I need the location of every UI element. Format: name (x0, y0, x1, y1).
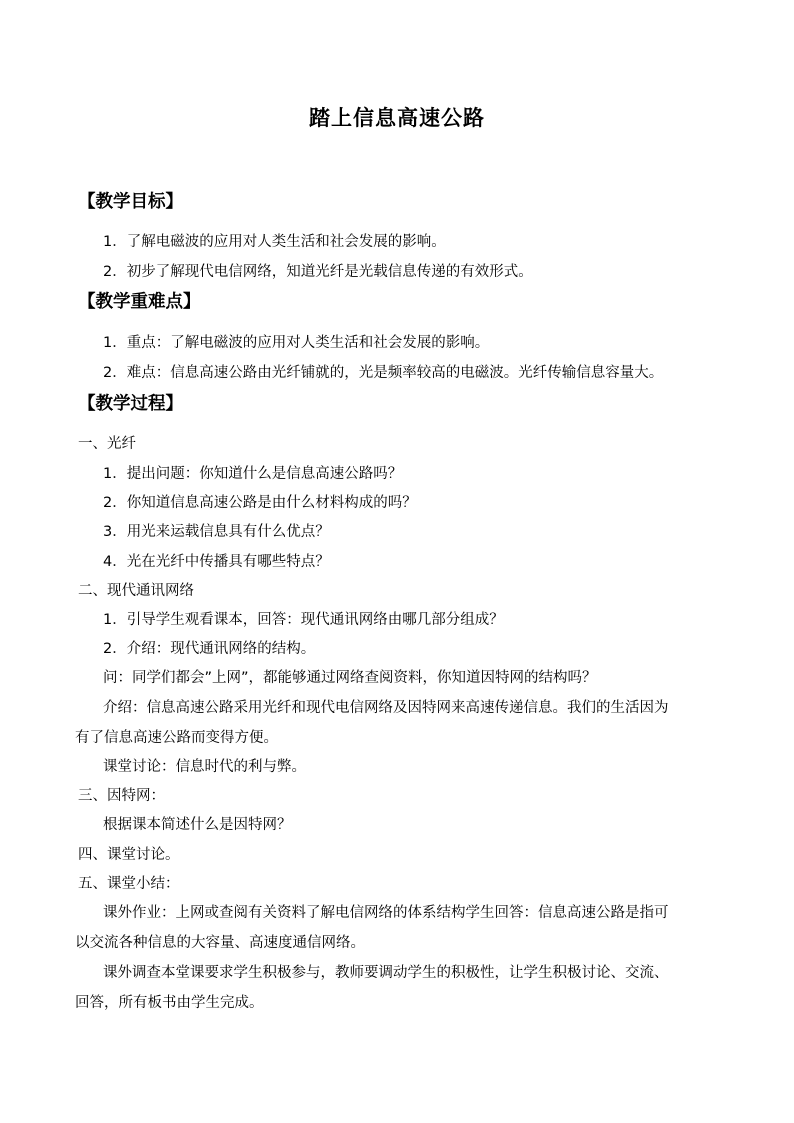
part2-intro-line-2: 有了信息高速公路而变得方便。 (75, 730, 278, 746)
page-title: 踏上信息高速公路 (309, 106, 485, 130)
part3-title: 三、因特网： (78, 788, 165, 804)
part5-homework-line-1: 课外作业：上网或查阅有关资料了解电信网络的体系结构学生回答：信息高速公路是指可 (103, 905, 669, 921)
part5-homework-line-2: 以交流各种信息的大容量、高速度通信网络。 (75, 935, 365, 951)
part5-title: 五、课堂小结： (78, 876, 180, 892)
part2-discussion: 课堂讨论：信息时代的利与弊。 (103, 759, 306, 775)
heading-teaching-goals: 【教学目标】 (78, 192, 183, 212)
heading-key-points: 【教学重难点】 (78, 292, 201, 312)
heading-teaching-process: 【教学过程】 (78, 394, 183, 414)
part5-survey-line-2: 回答，所有板书由学生完成。 (75, 995, 264, 1011)
part1-item-1: 1．提出问题：你知道什么是信息高速公路吗？ (103, 466, 403, 482)
part1-item-3: 3．用光来运载信息具有什么优点？ (103, 524, 330, 540)
part2-item-1: 1．引导学生观看课本，回答：现代通讯网络由哪几部分组成？ (103, 612, 504, 628)
part2-title: 二、现代通讯网络 (78, 583, 194, 599)
key-point-item-1: 1．重点：了解电磁波的应用对人类生活和社会发展的影响。 (103, 335, 490, 351)
part1-item-2: 2．你知道信息高速公路是由什么材料构成的吗？ (103, 495, 417, 511)
part5-survey-line-1: 课外调查本堂课要求学生积极参与，教师要调动学生的积极性，让学生积极讨论、交流、 (103, 965, 669, 981)
part2-question: 问：同学们都会”上网”，都能够通过网络查阅资料，你知道因特网的结构吗？ (103, 670, 597, 686)
part1-title: 一、光纤 (78, 436, 136, 452)
key-point-item-2: 2．难点：信息高速公路由光纤铺就的，光是频率较高的电磁波。光纤传输信息容量大。 (103, 365, 664, 381)
goal-item-1: 1．了解电磁波的应用对人类生活和社会发展的影响。 (103, 234, 446, 250)
part4-title: 四、课堂讨论。 (78, 847, 180, 863)
part2-item-2: 2．介绍：现代通讯网络的结构。 (103, 641, 316, 657)
goal-item-2: 2．初步了解现代电信网络，知道光纤是光载信息传递的有效形式。 (103, 264, 533, 280)
part3-text: 根据课本简述什么是因特网？ (103, 817, 292, 833)
part2-intro-line-1: 介绍：信息高速公路采用光纤和现代电信网络及因特网来高速传递信息。我们的生活因为 (103, 700, 669, 716)
part1-item-4: 4．光在光纤中传播具有哪些特点？ (103, 554, 330, 570)
